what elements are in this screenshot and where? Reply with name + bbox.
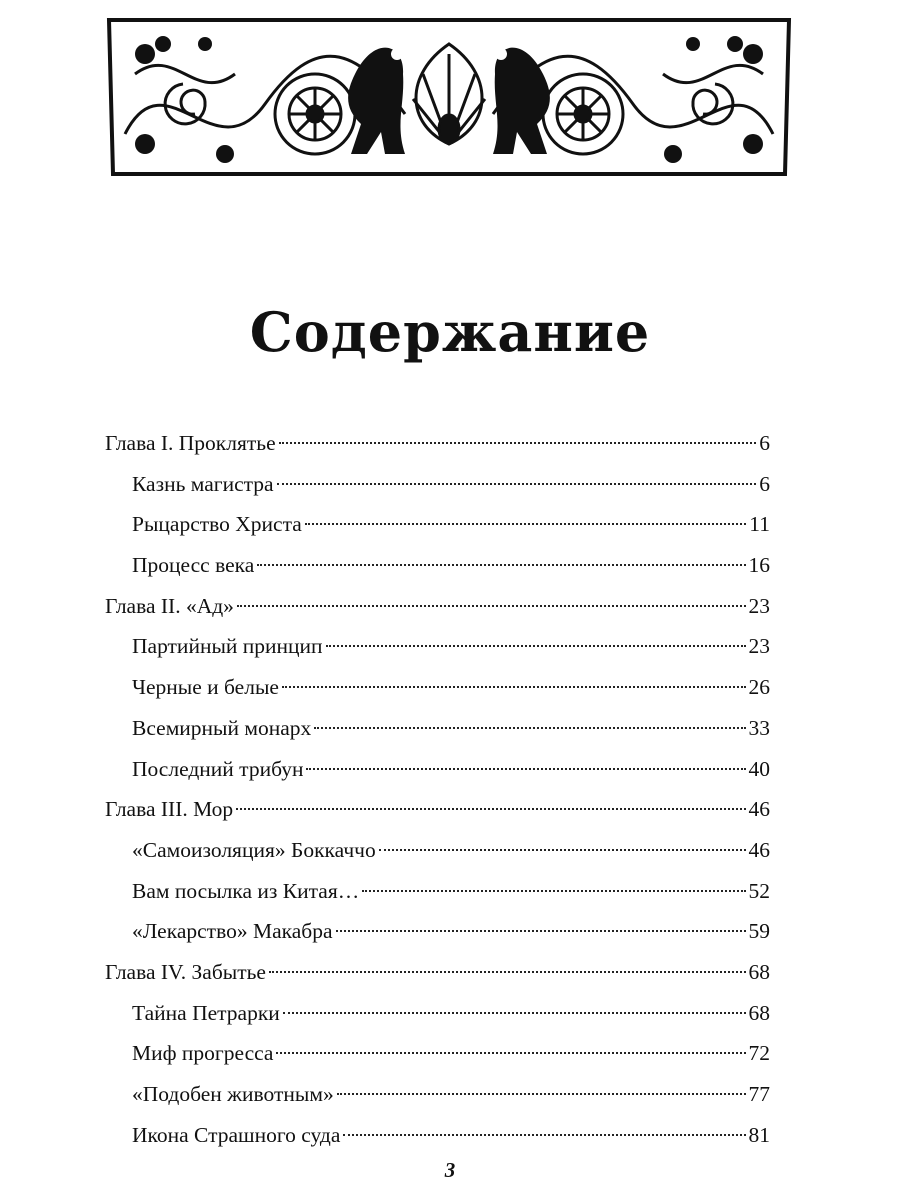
toc-entry-page: 6: [759, 471, 770, 496]
toc-entry-page: 16: [748, 553, 770, 578]
dot-leader: [276, 1052, 745, 1054]
toc-entry-page: 23: [748, 593, 770, 618]
toc-section-entry[interactable]: [105, 1074, 770, 1115]
dot-leader: [379, 849, 746, 851]
toc-section-entry[interactable]: [105, 830, 770, 871]
toc-entry-label: Партийный принцип: [132, 634, 323, 659]
toc-chapter-entry[interactable]: [105, 586, 770, 627]
toc-entry-label: Вам посылка из Китая…: [132, 878, 360, 903]
toc-entry-label: «Лекарство» Макабра: [132, 919, 333, 944]
toc-entry-label: Глава IV. Забытье: [105, 959, 266, 984]
toc-section-entry[interactable]: [105, 504, 770, 545]
toc-entry-page: 68: [748, 1000, 770, 1025]
toc-entry-label: Глава III. Мор: [105, 797, 234, 822]
dot-leader: [279, 442, 757, 444]
toc-entry-label: Икона Страшного суда: [132, 1122, 341, 1147]
toc-section-entry[interactable]: [105, 545, 770, 586]
toc-entry-page: 11: [749, 512, 770, 537]
toc-entry-page: 46: [748, 837, 770, 862]
toc-entry-page: 59: [748, 919, 770, 944]
dot-leader: [236, 808, 745, 810]
toc-entry-label: Рыцарство Христа: [132, 512, 302, 537]
palmette-icon: [413, 44, 485, 144]
dot-leader: [326, 645, 746, 647]
toc-entry-page: 40: [748, 756, 770, 781]
toc-entry-page: 23: [748, 634, 770, 659]
toc-entry-page: 26: [748, 675, 770, 700]
toc-section-entry[interactable]: [105, 993, 770, 1034]
toc-section-entry[interactable]: [105, 667, 770, 708]
toc-entry-label: «Самоизоляция» Боккаччо: [132, 837, 376, 862]
page-number: 3: [444, 1158, 456, 1182]
page-title: Содержание: [249, 300, 651, 364]
toc-section-entry[interactable]: [105, 911, 770, 952]
toc-entry-page: 72: [748, 1041, 770, 1066]
toc-entry-page: 77: [748, 1082, 770, 1106]
toc-section-entry[interactable]: [105, 464, 770, 505]
toc-section-entry[interactable]: [105, 871, 770, 912]
toc-entry-page: 52: [748, 878, 770, 903]
toc-section-entry[interactable]: [105, 749, 770, 790]
toc-entry-page: 68: [748, 959, 770, 984]
dot-leader: [306, 768, 745, 770]
toc-entry-label: Тайна Петрарки: [132, 1000, 280, 1025]
dot-leader: [277, 483, 757, 485]
dot-leader: [269, 971, 746, 973]
toc-entry-page: 46: [748, 797, 770, 822]
dot-leader: [314, 727, 745, 729]
toc-entry-label: «Подобен животным»: [132, 1082, 334, 1106]
dot-leader: [362, 890, 745, 892]
toc-entry-label: Глава I. Проклятье: [105, 431, 276, 455]
dot-leader: [257, 564, 745, 566]
toc-chapter-entry[interactable]: [105, 423, 770, 464]
toc-entry-label: Глава II. «Ад»: [105, 593, 234, 618]
toc-entry-label: Миф прогресса: [132, 1041, 274, 1066]
dot-leader: [283, 1012, 746, 1014]
rosette-left-icon: [275, 74, 355, 154]
toc-section-entry[interactable]: [105, 626, 770, 667]
dot-leader: [305, 523, 747, 525]
toc-chapter-entry[interactable]: [105, 789, 770, 830]
dot-leader: [336, 930, 746, 932]
toc-section-entry[interactable]: [105, 1033, 770, 1074]
toc-section-entry[interactable]: [105, 1115, 770, 1156]
dot-leader: [282, 686, 746, 688]
dot-leader: [343, 1134, 745, 1136]
toc-entry-label: Процесс века: [132, 553, 255, 578]
toc-entry-label: Всемирный монарх: [132, 715, 312, 740]
ornamental-header-banner: [105, 14, 793, 176]
toc-chapter-entry[interactable]: [105, 952, 770, 993]
dot-leader: [337, 1093, 746, 1095]
toc-entry-label: Черные и белые: [132, 675, 279, 700]
toc-entry-label: Последний трибун: [132, 756, 304, 781]
rosette-right-icon: [543, 74, 623, 154]
toc-entry-label: Казнь магистра: [132, 471, 274, 496]
dot-leader: [237, 605, 746, 607]
toc-entry-page: 33: [748, 715, 770, 740]
toc-entry-page: 6: [759, 431, 770, 455]
ornament-illustration: [105, 14, 793, 176]
toc-section-entry[interactable]: [105, 708, 770, 749]
table-of-contents: [105, 423, 770, 1155]
toc-entry-page: 81: [748, 1122, 770, 1147]
